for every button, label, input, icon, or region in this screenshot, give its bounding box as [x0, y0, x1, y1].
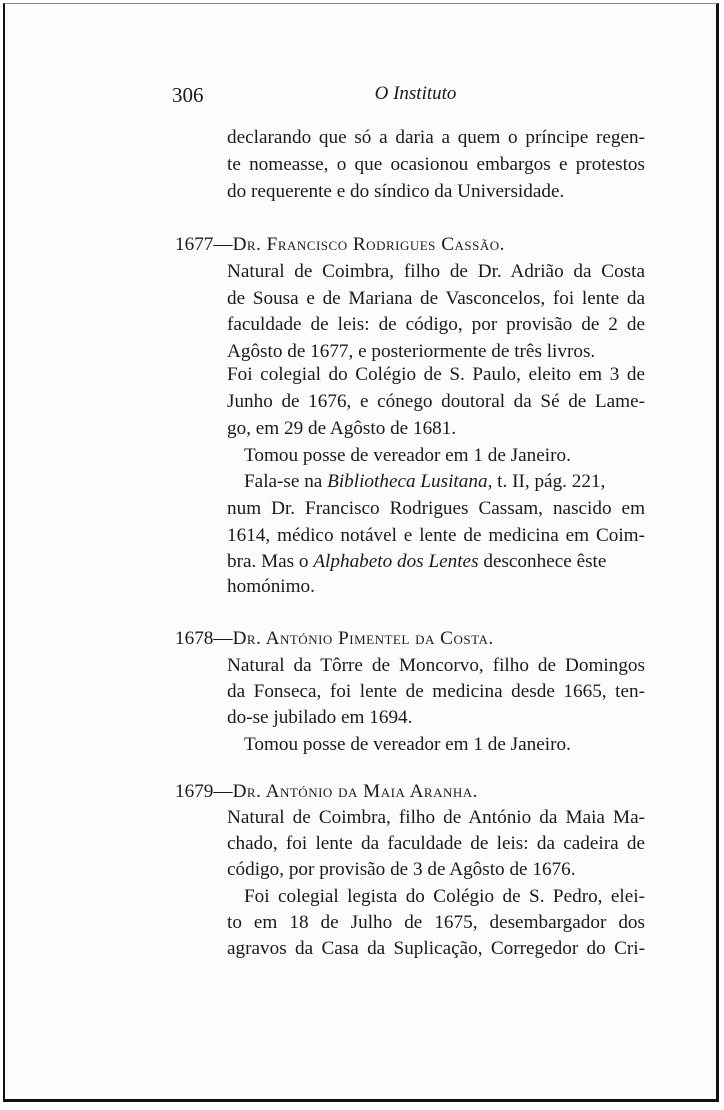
- text-line: declarando que só a daria a quem o príncipe regen-: [227, 127, 645, 148]
- document-page: [3, 3, 719, 1102]
- entry-heading-1679: [175, 780, 478, 804]
- text-line: código, por provisão de 3 de Agôsto de 1676.: [227, 859, 576, 880]
- entry-number: 1679—: [175, 781, 233, 802]
- text-line-with-title: [227, 550, 645, 574]
- text-line: de Sousa e de Mariana de Vasconcelos, foi lente da: [227, 288, 645, 309]
- entry-number: 1677—: [175, 234, 233, 255]
- text-line: Foi colegial legista do Colégio de S. Pedro, elei-: [244, 886, 645, 907]
- page-number: 306: [172, 83, 204, 107]
- text-line: Tomou posse de vereador em 1 de Janeiro.: [244, 445, 571, 466]
- text-line: faculdade de leis: de código, por provisão de 2 de: [227, 314, 645, 335]
- text-line: Natural de Coimbra, filho de Dr. Adrião da Costa: [227, 261, 645, 282]
- text-line: Foi colegial do Colégio de S. Paulo, eleito em 3 de: [227, 364, 645, 385]
- text-line: do requerente e do síndico da Universidade.: [227, 181, 565, 202]
- text-line: Natural de Coimbra, filho de António da Maia Ma-: [227, 807, 645, 828]
- text-line: Agôsto de 1677, e posteriormente de três livros.: [227, 341, 596, 362]
- text-fragment: Fala-se na: [244, 471, 323, 492]
- text-line: go, em 29 de Agôsto de 1681.: [227, 418, 457, 439]
- entry-title: Dr. António Pimentel da Costa.: [232, 628, 494, 649]
- text-line: da Fonseca, foi lente de medicina desde 1665, ten-: [227, 681, 645, 702]
- text-line: homónimo.: [227, 576, 315, 597]
- text-line: chado, foi lente da faculdade de leis: da cadeira de: [227, 833, 645, 854]
- entry-heading-1678: [175, 627, 494, 651]
- text-line-with-title: [227, 470, 645, 494]
- text-line: Natural da Tôrre de Moncorvo, filho de Domingos: [227, 655, 645, 676]
- text-line: Tomou posse de vereador em 1 de Janeiro.: [244, 734, 571, 755]
- running-title: O Instituto: [374, 83, 457, 104]
- work-title: Bibliotheca Lusitana: [327, 471, 488, 492]
- text-line: num Dr. Francisco Rodrigues Cassam, nascido em: [227, 498, 645, 519]
- text-line: Junho de 1676, e cónego doutoral da Sé de Lame-: [227, 391, 645, 412]
- text-fragment: , t. II, pág. 221,: [487, 471, 606, 492]
- text-line: do-se jubilado em 1694.: [227, 707, 413, 728]
- page-header: [5, 83, 716, 113]
- text-fragment: bra. Mas o: [227, 551, 309, 572]
- entry-title: Dr. António da Maia Aranha.: [232, 781, 478, 802]
- entry-heading-1677: [175, 233, 505, 257]
- work-title: Alphabeto dos Lentes: [313, 551, 479, 572]
- text-line: to em 18 de Julho de 1675, desembargador dos: [227, 912, 645, 933]
- entry-number: 1678—: [175, 628, 233, 649]
- text-fragment: desconhece êste: [483, 551, 607, 572]
- text-line: agravos da Casa da Suplicação, Corregedor do Cri-: [227, 938, 645, 959]
- entry-title: Dr. Francisco Rodrigues Cassão.: [232, 234, 505, 255]
- text-line: te nomeasse, o que ocasionou embargos e protestos: [227, 154, 645, 175]
- text-line: 1614, médico notável e lente de medicina em Coim-: [227, 525, 645, 546]
